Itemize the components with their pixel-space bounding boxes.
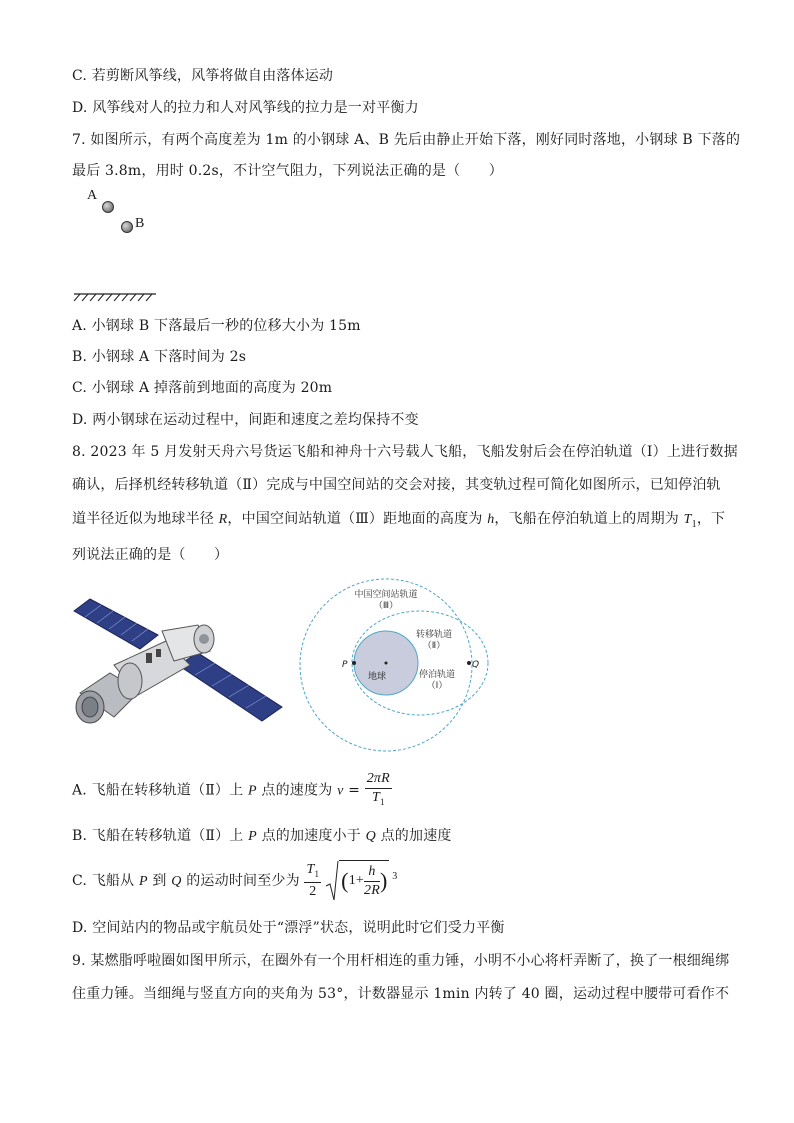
q-label: Q — [472, 660, 480, 670]
q8-stem-line1: 8. 2023 年 5 月发射天舟六号货运飞船和神舟十六号载人飞船，飞船发射后会在停泊轨道（Ⅰ）上进行数据 — [72, 444, 738, 460]
symbol-h: h — [487, 512, 495, 527]
orbit-ii-roman: （Ⅱ） — [422, 641, 446, 651]
orbit-i-label: 停泊轨道 — [418, 670, 456, 680]
q7-stem-line1: 7. 如图所示，有两个高度差为 1m 的小钢球 A、B 先后由静止开始下落，刚好同时落地，小钢球 B 下落的 — [72, 132, 741, 148]
q8c-fraction-t: $\frac{T_1}{2}$ — [306, 861, 320, 900]
q7-stem-line2: 最后 3.8m，用时 0.2s，不计空气阻力，下列说法正确的是（ ） — [72, 163, 503, 179]
symbol-r: R — [218, 512, 228, 527]
ball-b-label: B — [135, 216, 145, 231]
q8b-symbol-p: P — [248, 829, 257, 844]
q8-option-a — [72, 770, 392, 810]
q8c-symbol-q: Q — [171, 874, 182, 889]
q8-option-b — [72, 826, 452, 847]
orbit-diagram — [297, 576, 480, 756]
q9-stem-line2: 住重力锤。当细绳与竖直方向的夹角为 53°，计数器显示 1min 内转了 40 圈，运动过程中腰带可看作不 — [72, 986, 730, 1002]
q8-option-c — [72, 856, 398, 906]
ball-a — [102, 201, 114, 213]
solar-panel-right — [178, 653, 282, 721]
q8a-denominator: $T_1$ — [371, 790, 385, 807]
q8c-fraction-h: $\frac{h}{2R}$ — [364, 863, 380, 898]
q8-line3-text-c: ，中国空间站轨道（Ⅲ）距地面的高度为 — [227, 511, 488, 527]
q8c-sqrt: (1+ $\frac{h}{2R}$ ) 3 — [325, 856, 389, 906]
ball-b — [121, 221, 133, 233]
q8a-text-2: 点的速度为 — [256, 782, 338, 799]
q8-stem-line2: 确认，后择机经转移轨道（Ⅱ）完成与中国空间站的交会对接，其变轨过程可简化如图所示，已知停泊轨 — [72, 477, 721, 493]
earth-center — [385, 662, 388, 665]
q8c-text-1: C. 飞船从 — [72, 873, 139, 889]
spacecraft-illustration — [70, 595, 285, 745]
q8c-text-3: 的运动时间至少为 — [181, 873, 305, 889]
q7-option-d: D. 两小钢球在运动过程中，间距和速度之差均保持不变 — [72, 412, 419, 428]
q7-figure — [72, 188, 172, 308]
sqrt-sign — [325, 860, 339, 902]
q8a-fraction — [365, 770, 392, 811]
q8c-text-2: 到 — [147, 873, 172, 889]
symbol-t-subscript: 1 — [691, 518, 697, 530]
q8-stem-line3 — [72, 509, 725, 535]
q8a-symbol-p: P — [247, 783, 257, 799]
q8a-numerator: 2πR — [365, 770, 392, 789]
p-label: P — [342, 660, 348, 670]
orbit-ii-label: 转移轨道 — [415, 630, 453, 640]
orbit-i-roman: （Ⅰ） — [426, 681, 448, 691]
q8-stem-line4: 列说法正确的是（ ） — [72, 547, 229, 563]
q8b-symbol-q: Q — [365, 829, 376, 844]
q8-option-d: D. 空间站内的物品或宇航员处于“漂浮”状态，说明此时它们受力平衡 — [72, 920, 505, 936]
q8-line3-text-h: ，下 — [696, 511, 726, 527]
ball-a-label: A — [87, 188, 98, 203]
earth-label: 地球 — [367, 672, 387, 682]
q8-line3-text-e: ，飞船在停泊轨道上的周期为 — [494, 511, 684, 527]
q8a-symbol-v: v — [337, 783, 344, 799]
q8c-symbol-p: P — [138, 874, 148, 889]
q8b-text-2: 点的加速度小于 — [256, 828, 366, 844]
q9-stem-line1: 9. 某燃脂呼啦圈如图甲所示，在圈外有一个用杆相连的重力锤，小明不小心将杆弄断了，换了一根细绳绑 — [72, 953, 730, 969]
point-p — [352, 661, 356, 665]
q8a-text-1: A. 飞船在转移轨道（Ⅱ）上 — [72, 782, 248, 799]
q6-option-d: D. 风筝线对人的拉力和人对风筝线的拉力是一对平衡力 — [72, 100, 419, 116]
symbol-t: T — [683, 512, 692, 527]
q7-option-c: C. 小钢球 A 掉落前到地面的高度为 20m — [72, 380, 333, 396]
q7-option-a: A. 小钢球 B 下落最后一秒的位移大小为 15m — [72, 318, 361, 334]
orbit-iii-roman: （Ⅲ） — [373, 601, 399, 611]
q8-line3-text-a: 道半径近似为地球半径 — [72, 511, 219, 527]
solar-panel-left — [74, 599, 158, 649]
ground-hatch — [72, 292, 162, 304]
orbit-iii-label: 中国空间站轨道 — [354, 590, 418, 600]
q8a-equals: = — [343, 782, 365, 799]
q8b-text-1: B. 飞船在转移轨道（Ⅱ）上 — [72, 828, 249, 844]
point-q — [467, 661, 471, 665]
q6-option-c: C. 若剪断风筝线，风筝将做自由落体运动 — [72, 68, 334, 84]
q7-option-b: B. 小钢球 A 下落时间为 2s — [72, 349, 247, 365]
q8b-text-3: 点的加速度 — [375, 828, 452, 844]
